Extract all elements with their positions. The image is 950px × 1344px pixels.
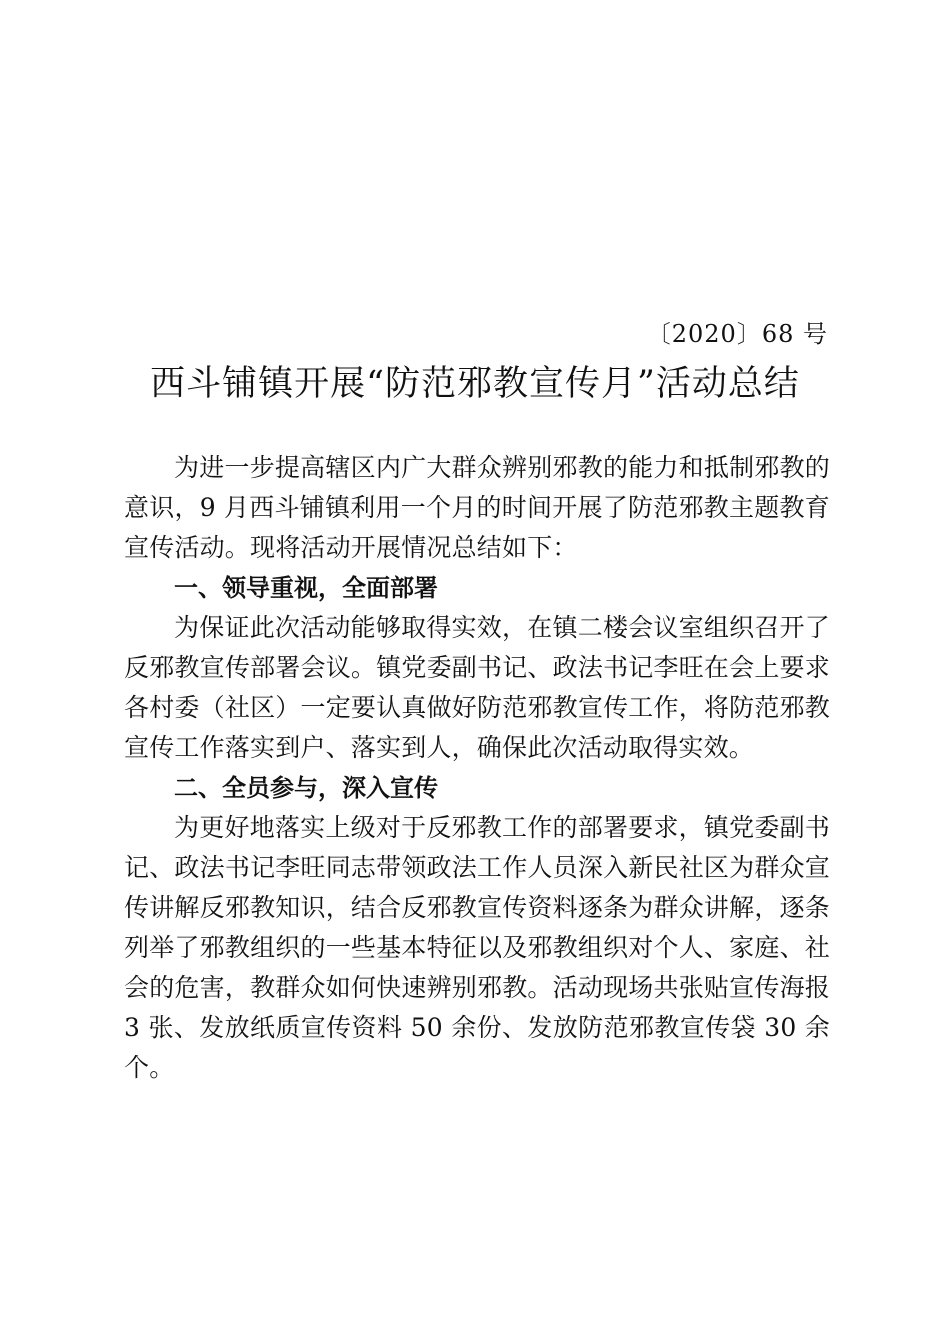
document-number: 〔2020〕68 号 [646, 320, 828, 348]
section-heading-2: 二、全员参与，深入宣传 [174, 774, 438, 802]
intro-paragraph: 为进一步提高辖区内广大群众辨别邪教的能力和抵制邪教的意识，9 月西斗铺镇利用一个月的时间开展了防范邪教主题教育宣传活动。现将活动开展情况总结如下： [124, 453, 830, 562]
document-title: 西斗铺镇开展“防范邪教宣传月”活动总结 [150, 364, 800, 404]
section-heading-1: 一、领导重视，全面部署 [174, 574, 438, 602]
section-paragraph-1: 为保证此次活动能够取得实效，在镇二楼会议室组织召开了反邪教宣传部署会议。镇党委副书记、政法书记李旺在会上要求各村委（社区）一定要认真做好防范邪教宣传工作，将防范邪教宣传工作落实到户、落实到人，确保此次活动取得实效。 [124, 613, 830, 762]
section-paragraph-2: 为更好地落实上级对于反邪教工作的部署要求，镇党委副书记、政法书记李旺同志带领政法工作人员深入新民社区为群众宣传讲解反邪教知识，结合反邪教宣传资料逐条为群众讲解，逐条列举了邪教组织的一些基本特征以及邪教组织对个人、家庭、社会的危害，教群众如何快速辨别邪教。活动现场共张贴宣传海报 3 张、发放纸质宣传资料 50 余份、发放防范邪教宣传袋 30 余个。 [124, 813, 830, 1082]
document-body [124, 448, 830, 1088]
